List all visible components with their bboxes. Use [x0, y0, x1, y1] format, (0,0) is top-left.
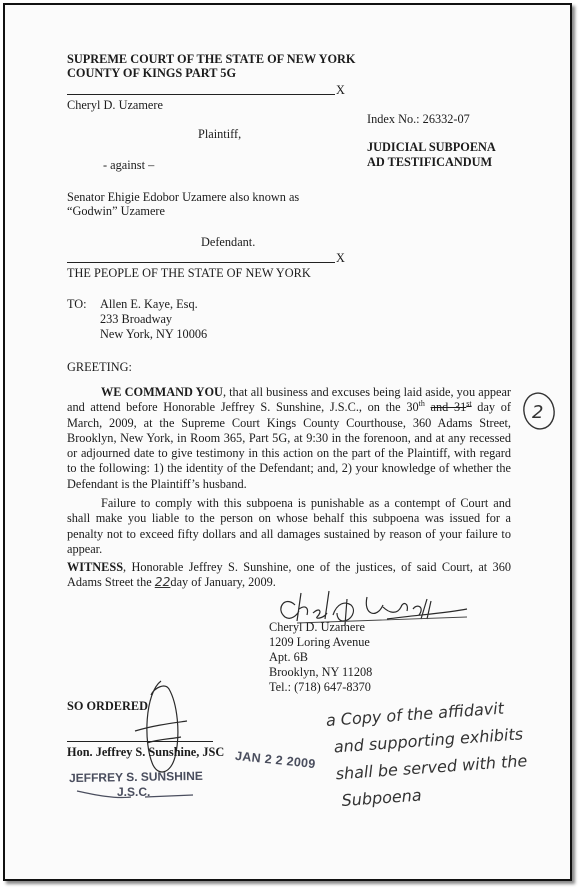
stamp-underline [75, 787, 195, 801]
judge-stamp-name: JEFFREY S. SUNSHINE [68, 768, 203, 786]
sender-city: Brooklyn, NY 11208 [269, 665, 373, 679]
date-stamp: JAN 2 2 2009 [234, 748, 317, 772]
defendant-role: Defendant. [201, 235, 256, 249]
sender-street: 1209 Loring Avenue [269, 635, 370, 649]
command-paragraph [67, 385, 511, 492]
caption-x-top: X [336, 83, 345, 97]
sender-apt: Apt. 6B [269, 650, 308, 664]
handwritten-note-line3: shall be served with the [335, 751, 528, 784]
sender-name: Cheryl D. Uzamere [269, 620, 365, 634]
caption-rule-bottom [67, 262, 335, 263]
handwritten-note-line2: and supporting exhibits [333, 724, 524, 757]
handwritten-note [325, 693, 530, 815]
greeting: GREETING: [67, 360, 132, 374]
plaintiff-role: Plaintiff, [198, 127, 242, 141]
recipient-street: 233 Broadway [100, 312, 173, 326]
witness-day-handwritten: 22 [154, 575, 171, 590]
handwritten-note-line1: a Copy of the affidavit [325, 698, 505, 730]
sender-phone: Tel.: (718) 647-8370 [269, 680, 371, 694]
court-name: SUPREME COURT OF THE STATE OF NEW YORK [67, 52, 356, 66]
witness-paragraph: WITNESS, Honorable Jeffrey S. Sunshine, one of the justices, of said Court, at 360 Adams Street the 22day of January, 2009. [67, 560, 511, 590]
defendant-name-line2: “Godwin” Uzamere [67, 204, 165, 218]
judge-signature-rule [67, 741, 213, 742]
subpoena-page [3, 3, 572, 881]
court-county: COUNTY OF KINGS PART 5G [67, 66, 237, 80]
handwritten-note-line4: Subpoena [340, 785, 423, 811]
subpoena-title-line2: AD TESTIFICANDUM [367, 155, 493, 169]
defendant-name-line1: Senator Ehigie Edobor Uzamere also known as [67, 190, 300, 204]
judge-name-line: Hon. Jeffrey S. Sunshine, JSC [67, 745, 225, 759]
caption-rule-top [67, 94, 335, 95]
so-ordered-label: SO ORDERED [67, 699, 148, 713]
command-lead: WE COMMAND YOU [101, 385, 223, 399]
subpoena-title-line1: JUDICIAL SUBPOENA [367, 140, 496, 154]
index-number: Index No.: 26332-07 [367, 112, 470, 126]
svg-text:2: 2 [532, 402, 544, 423]
plaintiff-name: Cheryl D. Uzamere [67, 98, 163, 112]
command-sup-st: st [466, 399, 472, 409]
command-text-part1: , that all business and excuses being laid aside, you appear and attend before Honorable Jeffrey S. Sunshine, J.S.C., on the 30 [67, 385, 512, 415]
command-sup-th: th [418, 399, 425, 409]
failure-paragraph: Failure to comply with this subpoena is punishable as a contempt of Court and shall make you liable to the person on whose behalf this subpoena was issued for a penalty not to exceed fifty dollars and all damages sustained by reason of your failure to appear. [67, 496, 511, 556]
recipient-name: Allen E. Kaye, Esq. [100, 297, 198, 311]
command-struck-text: and 31st [430, 399, 472, 415]
people-line: THE PEOPLE OF THE STATE OF NEW YORK [67, 266, 311, 280]
circled-number-mark [519, 390, 559, 432]
command-text-part2: day of March, 2009, at the Supreme Court Kings County Courthouse, 360 Adams Street, Brooklyn, New York, in Room 365, Part 5G, at 9:30 in the forenoon, and at any recessed or adjourned date to give testimony in this action on the part of the Plaintiff, with regard to the following: 1) the identity of the Defendant; and, 2) your knowledge of whether the Defendant is the Plaintiff’s husband. [67, 400, 511, 491]
to-label: TO: [67, 297, 87, 311]
witness-lead: WITNESS [67, 560, 124, 574]
judge-stamp-title: J.S.C. [117, 785, 151, 799]
caption-x-bottom: X [336, 251, 345, 265]
recipient-city: New York, NY 10006 [100, 327, 208, 341]
against-text: - against – [103, 158, 155, 172]
